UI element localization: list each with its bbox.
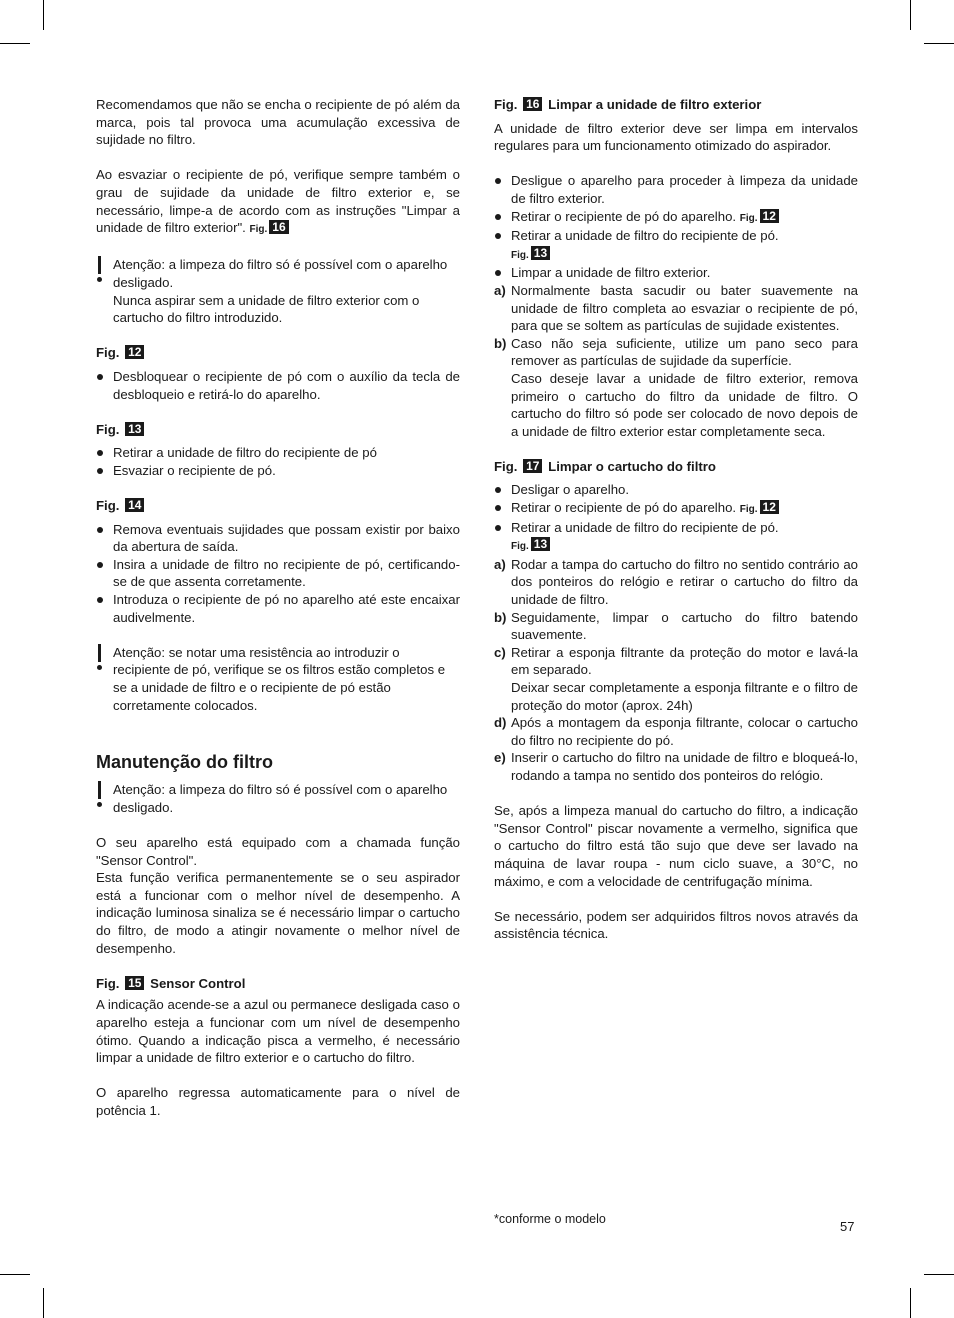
fig-number-badge: 16	[269, 220, 288, 234]
paragraph: Recomendamos que não se encha o recipiente de pó além da marca, pois tal provoca uma acumulação excessiva de sujidade no filtro.	[96, 97, 460, 148]
list-item: Desbloquear o recipiente de pó com o auxílio da tecla de desbloqueio e retirá-lo do aparelho.	[96, 368, 460, 403]
fig-number-badge: 13	[125, 422, 144, 436]
step-item: c) Retirar a esponja filtrante da proteção do motor e lavá-la em separado. Deixar secar completamente a esponja filtrante e o filtro de proteção do motor (aprox. 24h)	[494, 644, 858, 713]
paragraph: Ao esvaziar o recipiente de pó, verifique sempre também o grau de sujidade da unidade de filtro exterior e, se necessário, limpe-a de acordo com as instruções "Limpar a unidade de filtro exterior". Fig. 16	[96, 167, 460, 236]
paragraph: Esta função verifica permanentemente se o seu aspirador está a funcionar com o melhor nível de desempenho. A indicação luminosa sinaliza se é necessário limpar o cartucho do filtro, de modo a atingir novamente o melhor nível de desempenho.	[96, 870, 460, 956]
fig-number-badge: 15	[125, 976, 144, 990]
warning-icon	[96, 781, 102, 809]
fig-number-badge: 17	[523, 459, 542, 473]
fig-heading: Fig. 17 Limpar o cartucho do filtro	[494, 458, 716, 474]
list-item: Limpar a unidade de filtro exterior.	[494, 264, 858, 282]
step-item: a) Rodar a tampa do cartucho do filtro no sentido contrário ao dos ponteiros do relógio e retirar o cartucho do filtro da unidade de filtro.	[494, 556, 858, 608]
fig-number-badge: 16	[523, 97, 542, 111]
crop-mark	[924, 43, 954, 44]
fig-heading: Fig. 13	[96, 421, 460, 439]
step-list	[494, 556, 858, 785]
list-item: Retirar o recipiente de pó do aparelho. Fig. 12	[494, 499, 858, 519]
fig-number-badge: 13	[531, 246, 550, 260]
fig-heading: Fig. 15 Sensor Control	[96, 975, 246, 991]
warning-text: Atenção: a limpeza do filtro só é possível com o aparelho desligado.	[113, 782, 448, 815]
crop-mark	[0, 1274, 30, 1275]
list-item: Desligar o aparelho.	[494, 481, 858, 499]
crop-mark	[910, 1288, 911, 1318]
fig-label: Fig.	[249, 224, 268, 236]
fig-label: Fig.	[511, 541, 529, 553]
fig-number-badge: 12	[760, 500, 779, 514]
bullet-list	[96, 444, 460, 479]
list-item: Esvaziar o recipiente de pó.	[96, 462, 460, 480]
crop-mark	[43, 0, 44, 30]
crop-mark	[910, 0, 911, 30]
left-column	[96, 96, 460, 1119]
list-item: Retirar a unidade de filtro do recipiente de pó. Fig. 13	[494, 519, 858, 556]
step-item: b) Caso não seja suficiente, utilize um pano seco para remover as partículas de sujidade da superfície. Caso deseje lavar a unidade de filtro exterior, remova primeiro o cartucho do filtro da unidade de filtro. O cartucho do filtro só pode ser colocado de novo depois de a unidade de filtro exterior estar completamente seca.	[494, 335, 858, 439]
crop-mark	[924, 1274, 954, 1275]
warning-note	[96, 644, 460, 714]
fig-heading: Fig. 16 Limpar a unidade de filtro exterior	[494, 97, 762, 112]
list-item: Introduza o recipiente de pó no aparelho até este encaixar audivelmente.	[96, 591, 460, 626]
list-item: Retirar o recipiente de pó do aparelho. Fig. 12	[494, 208, 858, 228]
list-item: Retirar a unidade de filtro do recipiente de pó	[96, 444, 460, 462]
warning-note	[96, 781, 460, 816]
warning-icon	[96, 256, 102, 284]
fig-number-badge: 12	[125, 345, 144, 359]
page-number: 57	[840, 1219, 855, 1234]
paragraph: Se necessário, podem ser adquiridos filtros novos através da assistência técnica.	[494, 908, 858, 942]
list-item: Retirar a unidade de filtro do recipiente de pó. Fig. 13	[494, 227, 858, 264]
fig-number-badge: 14	[125, 498, 144, 512]
paragraph: O seu aparelho está equipado com a chamada função "Sensor Control".	[96, 834, 460, 868]
fig-label: Fig.	[739, 504, 758, 516]
warning-text: Atenção: se notar uma resistência ao introduzir o recipiente de pó, verifique se os filtros estão completos e se a unidade de filtro e o recipiente de pó estão corretamente colocados.	[113, 644, 446, 713]
fig-number-badge: 13	[531, 537, 550, 551]
list-item: Insira a unidade de filtro no recipiente de pó, certificando-se de que assenta corretamente.	[96, 556, 460, 591]
paragraph: Se, após a limpeza manual do cartucho do filtro, a indicação "Sensor Control" piscar novamente a vermelho, significa que o cartucho do filtro está tão sujo que deve ser lavado na máquina de lavar roupa - num ciclo suave, a 30°C, no máximo, e com a velocidade de centrifugação mínima.	[494, 803, 858, 889]
fig-heading: Fig. 12	[96, 344, 460, 362]
step-list	[494, 282, 858, 440]
warning-note	[96, 256, 460, 326]
right-column	[494, 96, 858, 943]
footnote: *conforme o modelo	[494, 1212, 606, 1226]
paragraph: A unidade de filtro exterior deve ser limpa em intervalos regulares para um funcionamento otimizado do aspirador.	[494, 120, 858, 154]
warning-icon	[96, 644, 102, 672]
crop-mark	[43, 1288, 44, 1318]
list-item: Desligue o aparelho para proceder à limpeza da unidade de filtro exterior.	[494, 172, 858, 207]
bullet-list	[494, 481, 858, 555]
section-heading: Manutenção do filtro	[96, 752, 273, 773]
crop-mark	[0, 43, 30, 44]
bullet-list	[96, 521, 460, 627]
step-item: d) Após a montagem da esponja filtrante, colocar o cartucho do filtro no recipiente do pó.	[494, 715, 858, 748]
fig-label: Fig.	[511, 249, 529, 261]
bullet-list	[494, 172, 858, 282]
fig-number-badge: 12	[760, 209, 779, 223]
paragraph: A indicação acende-se a azul ou permanece desligada caso o aparelho esteja a funcionar com um nível de desempenho ótimo. Quando a indicação pisca a vermelho, é necessário limpar a unidade de filtro exterior e o cartucho do filtro.	[96, 997, 460, 1066]
step-item: b) Seguidamente, limpar o cartucho do filtro batendo suavemente.	[494, 609, 858, 643]
step-item: e) Inserir o cartucho do filtro na unidade de filtro e bloqueá-lo, rodando a tampa no sentido dos ponteiros do relógio.	[494, 750, 858, 783]
paragraph: O aparelho regressa automaticamente para o nível de potência 1.	[96, 1085, 460, 1118]
fig-heading: Fig. 14	[96, 497, 460, 515]
bullet-list	[96, 368, 460, 403]
fig-label: Fig.	[739, 212, 758, 224]
step-item: a) Normalmente basta sacudir ou bater suavemente na unidade de filtro completa ao esvaziar o recipiente de pó, para que se soltem as partículas de sujidade existentes.	[494, 282, 858, 334]
warning-text: Atenção: a limpeza do filtro só é possível com o aparelho desligado.	[113, 257, 448, 290]
list-item: Remova eventuais sujidades que possam existir por baixo da abertura de saída.	[96, 521, 460, 556]
warning-text: Nunca aspirar sem a unidade de filtro exterior com o cartucho do filtro introduzido.	[113, 292, 420, 326]
